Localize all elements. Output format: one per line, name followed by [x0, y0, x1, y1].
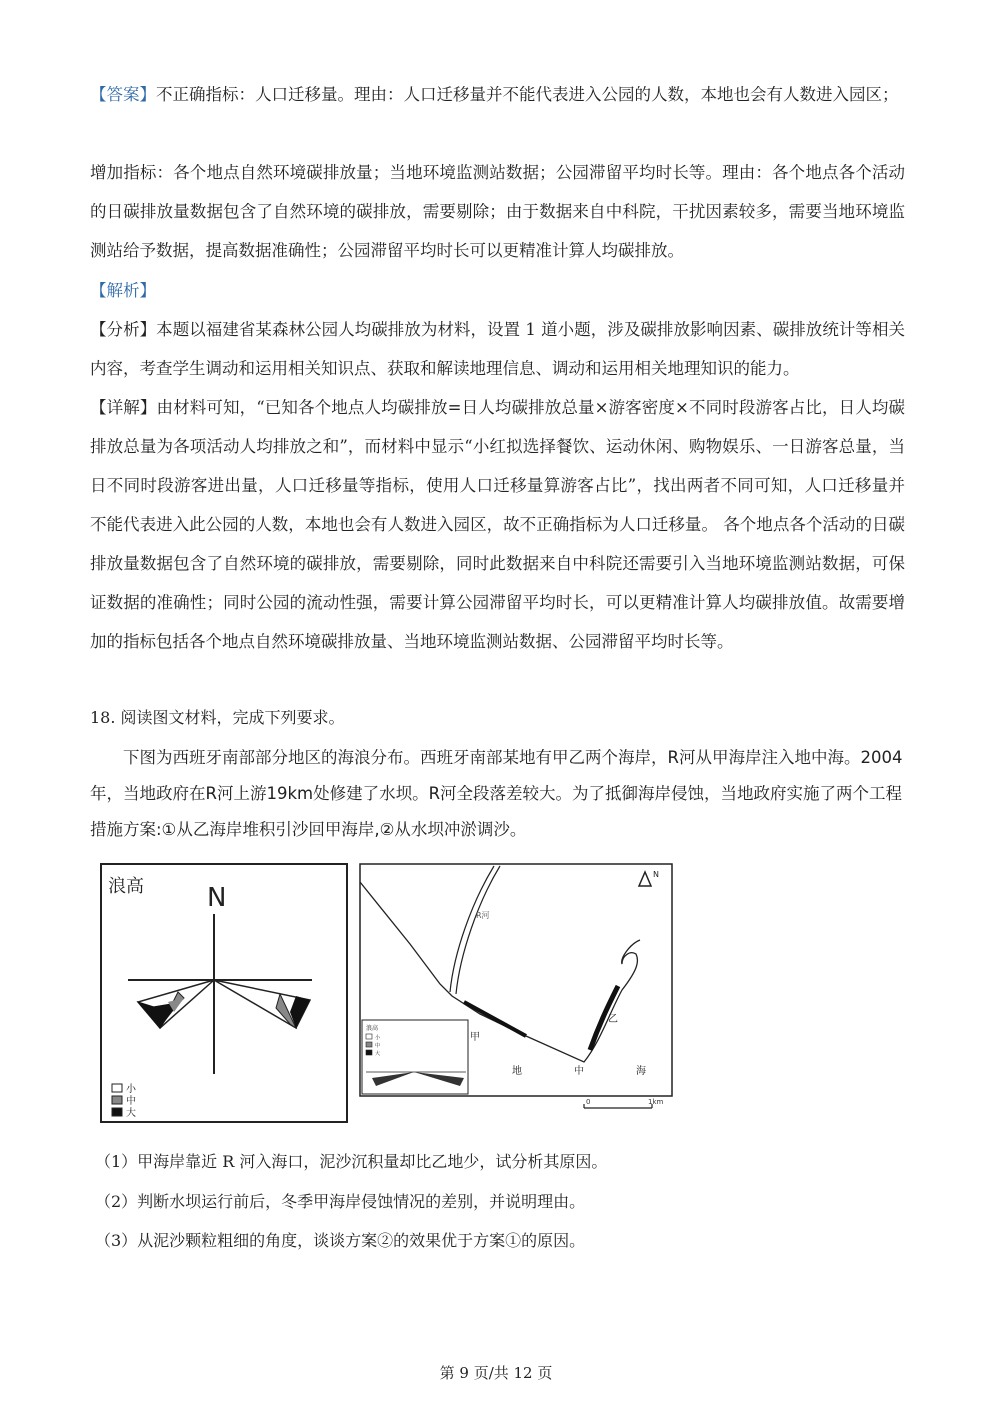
- question-title: 18. 阅读图文材料，完成下列要求。: [90, 708, 345, 727]
- page-footer: 第 9 页/共 12 页: [439, 1364, 553, 1382]
- sea-label-2: 中: [574, 1066, 584, 1077]
- inset-legend-small-swatch: [366, 1034, 372, 1039]
- legend-large-swatch: [112, 1108, 122, 1116]
- answer-text-1: 不正确指标：人口迁移量。理由：人口迁移量并不能代表进入公园的人数，本地也会有人数进入园区；: [156, 85, 899, 104]
- answer-paragraph: [90, 75, 905, 114]
- inset-legend-small-label: 小: [375, 1035, 381, 1041]
- label-yi: 乙: [608, 1014, 618, 1025]
- legend-large-label: 大: [126, 1108, 136, 1119]
- inset-title: 浪高: [366, 1025, 379, 1032]
- legend-medium-swatch: [112, 1096, 122, 1104]
- inset-legend-medium-label: 中: [375, 1043, 381, 1049]
- inset-legend-large-swatch: [366, 1050, 372, 1055]
- figure: [100, 862, 675, 1128]
- legend-medium-label: 中: [126, 1096, 136, 1107]
- fenxi-tag: 【分析】: [90, 320, 157, 339]
- scale-label-1: 1km: [648, 1098, 664, 1106]
- analysis-heading: [90, 271, 905, 310]
- wave-rose-north: N: [207, 883, 227, 913]
- sea-label-1: 地: [512, 1066, 522, 1077]
- legend-small-swatch: [112, 1084, 122, 1092]
- xiangjie-tag: 【详解】: [90, 398, 157, 417]
- figure-svg: [100, 862, 675, 1124]
- fenxi-text: 本题以福建省某森林公园人均碳排放为材料，设置 1 道小题，涉及碳排放影响因素、碳排放统计等相关内容，考查学生调动和运用相关知识点、获取和解读地理信息、调动和运用相关地理知识的能力。: [90, 320, 905, 378]
- label-jia: 甲: [470, 1032, 480, 1043]
- sea-label-3: 海: [636, 1066, 646, 1077]
- river-label: R河: [476, 911, 490, 920]
- river-bank-right: [456, 866, 500, 994]
- sub-question-2: （2）判断水坝运行前后，冬季甲海岸侵蚀情况的差别，并说明理由。: [95, 1192, 586, 1211]
- wave-rose-title: 浪高: [108, 876, 144, 897]
- analysis-tag: 【解析】: [90, 281, 156, 300]
- question-body: 下图为西班牙南部部分地区的海浪分布。西班牙南部某地有甲乙两个海岸，R河从甲海岸注入地中海。2004年，当地政府在R河上游19km处修建了水坝。R河全段落差较大。为了抵御海岸侵蚀，当地政府实施了两个工程措施方案:①从乙海岸堆积引沙回甲海岸,②从水坝冲淤调沙。: [90, 748, 903, 839]
- river-bank-left: [450, 866, 494, 992]
- xiangjie-text: 由材料可知，“已知各个地点人均碳排放=日人均碳排放总量×游客密度×不同时段游客占比，日人均碳排放总量为各项活动人均排放之和”，而材料中显示“小红拟选择餐饮、运动休闲、购物娱乐、一日游客总量，当日不同时段游客进出量，人口迁移量等指标，使用人口迁移量算游客占比”，找出两者不同可知，人口迁移量并不能代表进入此公园的人数，本地也会有人数进入园区，故不正确指标为人口迁移量。 各个地点各个活动的日碳排放量数据包含了自然环境的碳排放，需要剔除，同时此数据来自中科院还需要引入当地环境监测站数据，可保证数据的准确性；同时公园的流动性强，需要计算公园滞留平均时长，可以更精准计算人均碳排放值。故需要增加的指标包括各个地点自然环境碳排放量、当地环境监测站数据、公园滞留平均时长等。: [90, 398, 905, 651]
- coast-map-panel: [360, 864, 672, 1108]
- answer-tag: 【答案】: [90, 85, 156, 104]
- fenxi-paragraph: [90, 310, 905, 388]
- scale-label-0: 0: [586, 1098, 591, 1106]
- answer-paragraph-2: 增加指标：各个地点自然环境碳排放量；当地环境监测站数据；公园滞留平均时长等。理由：各个地点各个活动的日碳排放量数据包含了自然环境的碳排放，需要剔除；由于数据来自中科院，干扰因素较多，需要当地环境监测站给予数据，提高数据准确性；公园滞留平均时长可以更精准计算人均碳排放。: [90, 163, 905, 260]
- xiangjie-paragraph: [90, 388, 905, 661]
- north-arrow-icon: [639, 872, 651, 886]
- legend-small-label: 小: [126, 1084, 136, 1095]
- inset-legend-large-label: 大: [375, 1051, 381, 1057]
- map-north: N: [653, 870, 659, 879]
- inset-legend-medium-swatch: [366, 1042, 372, 1047]
- sub-question-1: （1）甲海岸靠近 R 河入海口，泥沙沉积量却比乙地少，试分析其原因。: [95, 1152, 608, 1171]
- wave-rose-panel: [101, 864, 347, 1122]
- sub-question-3: （3）从泥沙颗粒粗细的角度，谈谈方案②的效果优于方案①的原因。: [95, 1231, 586, 1250]
- coast-jia-segment: [464, 1002, 526, 1036]
